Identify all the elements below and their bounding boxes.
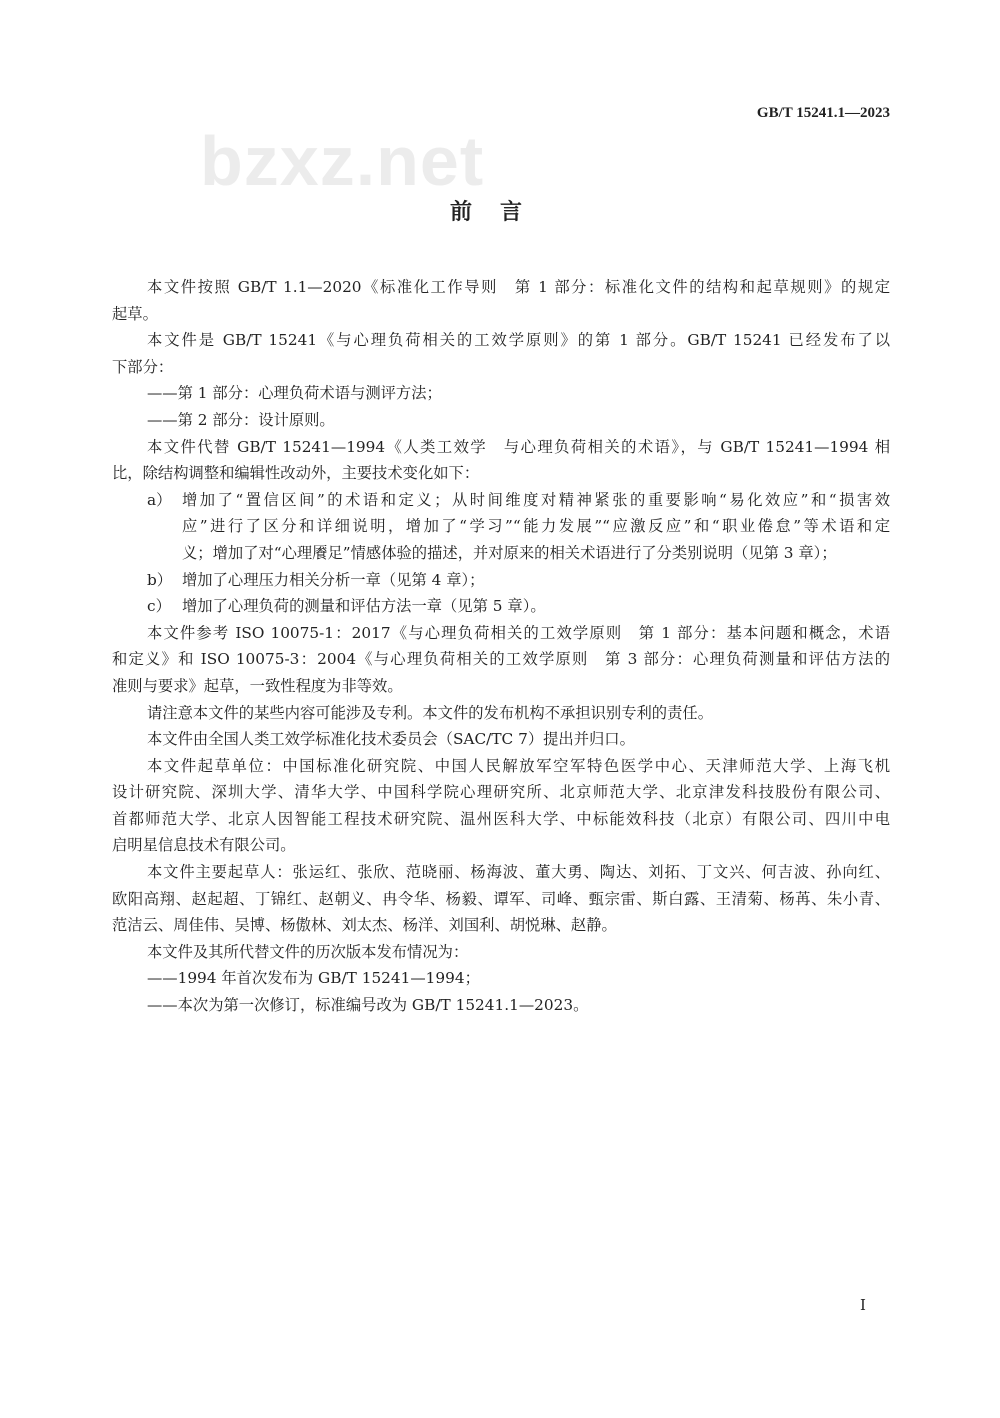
text-line: ——第 2 部分：设计原则。: [147, 410, 335, 429]
text-line: 设计研究院、深圳大学、清华大学、中国科学院心理研究所、北京师范大学、北京津发科技股份有限公司、: [112, 783, 890, 802]
list-item-label: b）: [147, 570, 173, 589]
text-line: 本文件主要起草人：张运红、张欣、范晓丽、杨海波、董大勇、陶达、刘拓、丁文兴、何吉波、孙向红、: [147, 863, 890, 882]
text-line: 请注意本文件的某些内容可能涉及专利。本文件的发布机构不承担识别专利的责任。: [147, 703, 713, 722]
text-line: 准则与要求》起草，一致性程度为非等效。: [112, 676, 403, 695]
document-number: GB/T 15241.1—2023: [756, 105, 890, 121]
dash-list-item: [112, 965, 890, 992]
page-title: 前言: [449, 200, 550, 225]
page-number: I: [860, 1296, 866, 1314]
paragraph: [112, 327, 890, 380]
paragraph: [112, 726, 890, 753]
text-line: 范洁云、周佳伟、吴博、杨傲林、刘太杰、杨洋、刘国利、胡悦琳、赵静。: [112, 916, 617, 935]
paragraph: [112, 939, 890, 966]
text-line: 本文件由全国人类工效学标准化技术委员会（SAC/TC 7）提出并归口。: [147, 730, 635, 749]
text-line: 增加了“置信区间”的术语和定义；从时间维度对精神紧张的重要影响“易化效应”和“损害效: [182, 490, 890, 509]
text-line: 启明星信息技术有限公司。: [112, 836, 296, 855]
list-item-label: a）: [147, 490, 172, 509]
text-line: 本文件及其所代替文件的历次版本发布情况为：: [147, 942, 469, 961]
dash-list-item: [112, 992, 890, 1019]
text-line: ——1994 年首次发布为 GB/T 15241—1994；: [147, 969, 480, 988]
list-item: [112, 593, 890, 620]
text-line: 本文件是 GB/T 15241《与心理负荷相关的工效学原则》的第 1 部分。GB/T 15241 已经发布了以: [147, 331, 890, 350]
paragraph: [112, 620, 890, 700]
paragraph: [112, 700, 890, 727]
dash-list-item: [112, 380, 890, 407]
text-line: 起草。: [112, 304, 158, 323]
dash-list-item: [112, 407, 890, 434]
text-line: 增加了心理负荷的测量和评估方法一章（见第 5 章）。: [182, 597, 546, 616]
text-line: ——第 1 部分：心理负荷术语与测评方法；: [147, 384, 442, 403]
paragraph: [112, 434, 890, 487]
text-line: 义；增加了对“心理餍足”情感体验的描述，并对原来的相关术语进行了分类别说明（见第 3 章）；: [182, 543, 837, 562]
text-line: 本文件起草单位：中国标准化研究院、中国人民解放军空军特色医学中心、天津师范大学、上海飞机: [147, 756, 890, 775]
document-body: [112, 274, 890, 1019]
text-line: 应”进行了区分和详细说明，增加了“学习”“能力发展”“应激反应”和“职业倦怠”等术语和定: [182, 517, 890, 536]
list-item: [112, 487, 890, 567]
text-line: 比，除结构调整和编辑性改动外，主要技术变化如下：: [112, 464, 480, 483]
text-line: 下部分：: [112, 357, 174, 376]
text-line: ——本次为第一次修订，标准编号改为 GB/T 15241.1—2023。: [147, 996, 589, 1015]
paragraph: [112, 753, 890, 859]
text-line: 本文件参考 ISO 10075-1：2017《与心理负荷相关的工效学原则 第 1 部分：基本问题和概念，术语: [147, 623, 890, 642]
text-line: 首都师范大学、北京人因智能工程技术研究院、温州医科大学、中标能效科技（北京）有限公司、四川中电: [112, 809, 890, 828]
text-line: 欧阳高翔、赵起超、丁锦红、赵朝义、冉令华、杨毅、谭军、司峰、甄宗雷、斯白露、王清菊、杨苒、朱小青、: [112, 889, 890, 908]
text-line: 本文件按照 GB/T 1.1—2020《标准化工作导则 第 1 部分：标准化文件的结构和起草规则》的规定: [147, 278, 890, 296]
paragraph: [112, 274, 890, 327]
text-line: 本文件代替 GB/T 15241—1994《人类工效学 与心理负荷相关的术语》，与 GB/T 15241—1994 相: [147, 437, 890, 456]
watermark: bzxz.net: [200, 122, 485, 200]
text-line: 和定义》和 ISO 10075-3：2004《与心理负荷相关的工效学原则 第 3 部分：心理负荷测量和评估方法的: [112, 650, 890, 669]
paragraph: [112, 859, 890, 939]
text-line: 增加了心理压力相关分析一章（见第 4 章）；: [182, 570, 485, 589]
list-item-label: c）: [147, 597, 171, 616]
list-item: [112, 567, 890, 594]
